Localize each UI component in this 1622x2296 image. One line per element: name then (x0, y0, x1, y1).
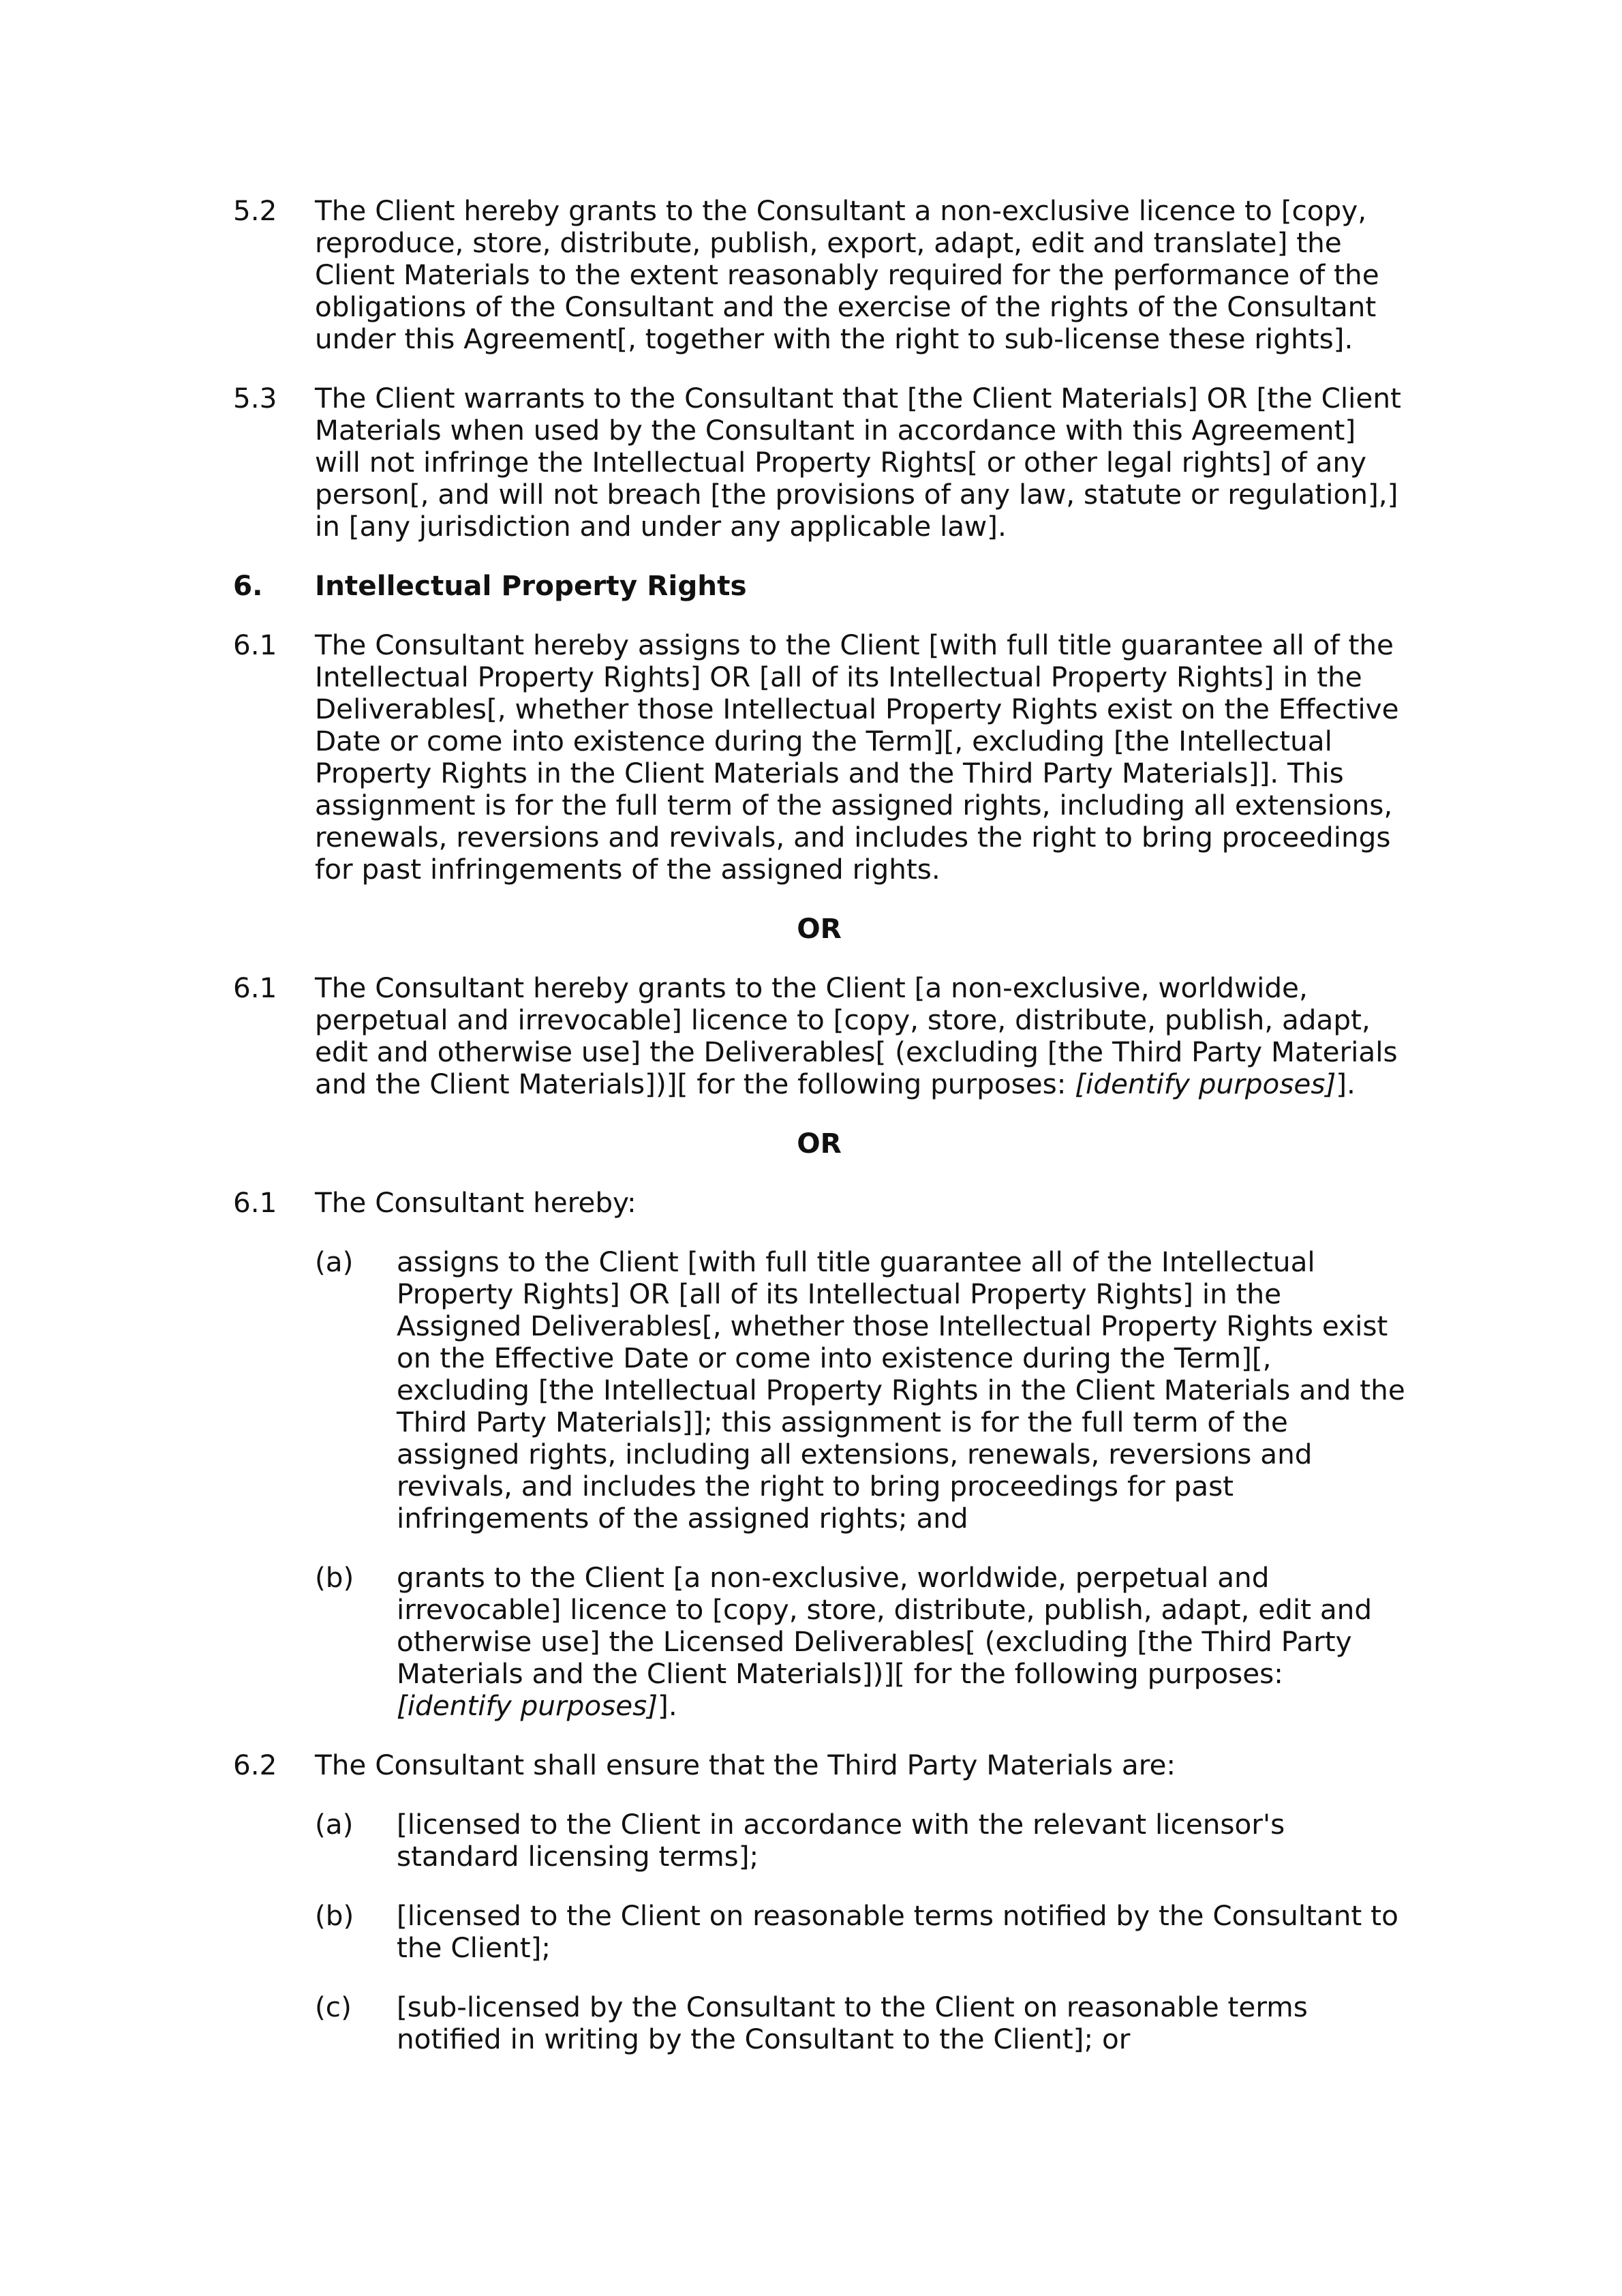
clause-5-3 (233, 382, 1405, 543)
placeholder-text: [identify purposes] (397, 1689, 658, 1722)
subclause-text-tail: ]. (658, 1689, 677, 1722)
subclause-text: grants to the Client [a non-exclusive, worldwide, perpetual and irrevocable] licence to [copy, store, distribute, publish, adapt, edit and otherwise use] the Licensed Deliverables[ (excluding [the Third Party Materials and the Client Materials])][ for the following purposes: (397, 1561, 1373, 1690)
clause-number: 5.3 (233, 382, 277, 414)
clause-text: The Consultant hereby grants to the Client [a non-exclusive, worldwide, perpetual and irrevocable] licence to [copy, store, distribute, publish, adapt, edit and otherwise use] the Deliverables[ (excluding [the Third Party Materials and the Client Materials])][ for the following purposes: (315, 971, 1398, 1100)
subclause-text: assigns to the Client [with full title guarantee all of the Intellectual Property Rights] OR [all of its Intellectual Property Rights] in the Assigned Deliverables[, whether those Intellectual Property Rights exist on the Effective Date or come into existence during the Term][, excluding [the Intellectual Property Rights in the Client Materials and the Third Party Materials]]; this assignment is for the full term of the assigned rights, including all extensions, renewals, reversions and revivals, and includes the right to bring proceedings for past infringements of the assigned rights; and (397, 1245, 1405, 1535)
document-page (233, 195, 1405, 2083)
clause-text: The Consultant hereby: (315, 1186, 637, 1219)
subclause-text: [licensed to the Client in accordance with the relevant licensor's standard licensing terms]; (397, 1808, 1285, 1873)
subclause-6-1-a (233, 1246, 1405, 1535)
section-number: 6. (233, 569, 263, 602)
subclause-6-1-b (233, 1562, 1405, 1722)
clause-number: 6.2 (233, 1749, 277, 1781)
or-separator: OR (797, 1127, 842, 1160)
subclause-6-2-a (233, 1809, 1405, 1873)
clause-number: 6.1 (233, 1186, 277, 1219)
placeholder-text: [identify purposes] (1075, 1068, 1336, 1100)
clause-number: 5.2 (233, 194, 277, 227)
subclause-6-2-c (233, 1991, 1405, 2055)
clause-6-1-option-2 (233, 972, 1405, 1100)
clause-text: The Client hereby grants to the Consultant a non-exclusive licence to [copy, reproduce, store, distribute, publish, export, adapt, edit and translate] the Client Materials to the extent reasonably required for the performance of the obligations of the Consultant and the exercise of the rights of the Consultant under this Agreement[, together with the right to sub-license these rights]. (315, 194, 1379, 355)
clause-number: 6.1 (233, 629, 277, 661)
subclause-6-2-b (233, 1900, 1405, 1964)
clause-6-1-option-3 (233, 1187, 1405, 1219)
or-separator: OR (797, 912, 842, 945)
subclause-number: (a) (315, 1245, 354, 1278)
section-title: Intellectual Property Rights (315, 569, 747, 602)
clause-6-2 (233, 1749, 1405, 1781)
subclause-text: [licensed to the Client on reasonable terms notified by the Consultant to the Client]; (397, 1899, 1398, 1964)
subclause-number: (a) (315, 1808, 354, 1841)
subclause-text: [sub-licensed by the Consultant to the Client on reasonable terms notified in writing by the Consultant to the Client]; or (397, 1991, 1308, 2055)
section-heading-6 (233, 570, 1405, 602)
clause-5-2 (233, 195, 1405, 355)
clause-text: The Consultant shall ensure that the Third Party Materials are: (315, 1749, 1176, 1781)
clause-text: The Consultant hereby assigns to the Client [with full title guarantee all of the Intellectual Property Rights] OR [all of its Intellectual Property Rights] in the Deliverables[, whether those Intellectual Property Rights exist on the Effective Date or come into existence during the Term][, excluding [the Intellectual Property Rights in the Client Materials and the Third Party Materials]]. This assignment is for the full term of the assigned rights, including all extensions, renewals, reversions and revivals, and includes the right to bring proceedings for past infringements of the assigned rights. (315, 629, 1399, 886)
clause-6-1-option-1 (233, 629, 1405, 886)
subclause-number: (c) (315, 1991, 352, 2023)
clause-number: 6.1 (233, 971, 277, 1004)
subclause-number: (b) (315, 1561, 354, 1594)
subclause-number: (b) (315, 1899, 354, 1932)
clause-text-tail: ]. (1336, 1068, 1356, 1100)
clause-text: The Client warrants to the Consultant that [the Client Materials] OR [the Client Materials when used by the Consultant in accordance with this Agreement] will not infringe the Intellectual Property Rights[ or other legal rights] of any person[, and will not breach [the provisions of any law, statute or regulation],] in [any jurisdiction and under any applicable law]. (315, 382, 1401, 543)
